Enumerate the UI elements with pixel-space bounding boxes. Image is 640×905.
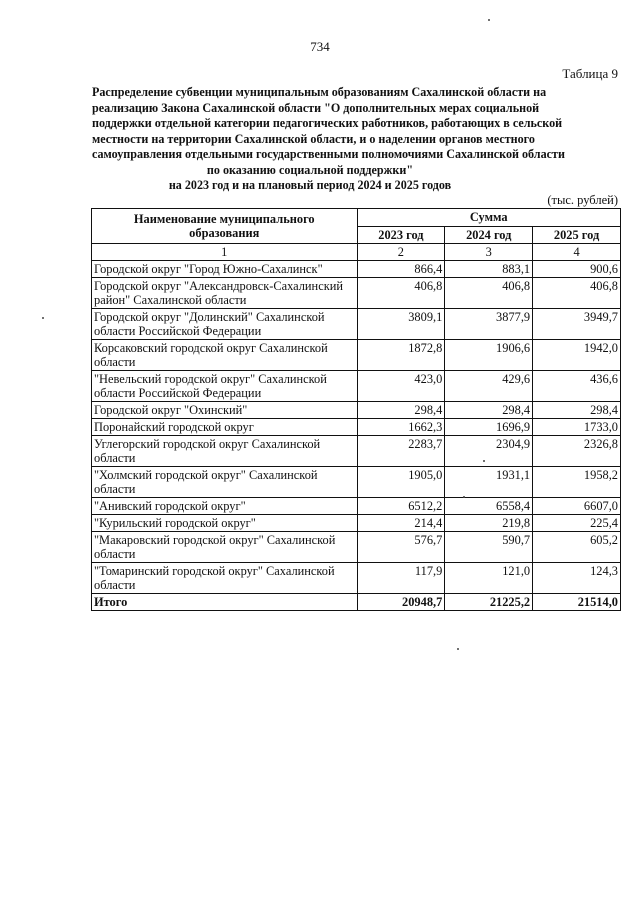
title-line: по оказанию социальной поддержки" [206,162,414,177]
column-index: 4 [533,244,621,261]
total-row [92,594,621,611]
amount-2025: 900,6 [533,261,621,278]
table-row [92,467,621,498]
scan-speck [483,460,485,462]
municipality-name: Углегорский городской округ Сахалинской области [92,436,358,467]
table-row [92,498,621,515]
title-line: местности на территории Сахалинской области, и о наделении органов местного [92,131,535,146]
table-row [92,563,621,594]
table-row [92,436,621,467]
table-row [92,340,621,371]
title-line: поддержки отдельной категории педагогических работников, работающих в сельской [92,116,563,130]
amount-2025: 1958,2 [533,467,621,498]
amount-2025: 2326,8 [533,436,621,467]
subvention-table [91,208,621,611]
amount-2024: 298,4 [445,402,533,419]
amount-2024: 219,8 [445,515,533,532]
municipality-name: "Анивский городской округ" [92,498,358,515]
amount-2024: 883,1 [445,261,533,278]
total-2023: 20948,7 [357,594,445,611]
amount-2024: 2304,9 [445,436,533,467]
amount-2024: 406,8 [445,278,533,309]
amount-2025: 1942,0 [533,340,621,371]
amount-2025: 406,8 [533,278,621,309]
amount-2023: 6512,2 [357,498,445,515]
amount-2024: 1696,9 [445,419,533,436]
units-note: (тыс. рублей) [547,193,618,207]
title-line: на 2023 год и на плановый период 2024 и 2025 годов [168,178,452,192]
municipality-name: Городской округ "Долинский" Сахалинской области Российской Федерации [92,309,358,340]
scan-speck [463,496,465,498]
document-title [92,85,565,194]
total-2025: 21514,0 [533,594,621,611]
amount-2023: 3809,1 [357,309,445,340]
amount-2024: 121,0 [445,563,533,594]
amount-2025: 436,6 [533,371,621,402]
table-row [92,515,621,532]
amount-2024: 3877,9 [445,309,533,340]
amount-2024: 429,6 [445,371,533,402]
amount-2025: 3949,7 [533,309,621,340]
table-row [92,371,621,402]
municipality-name: "Невельский городской округ" Сахалинской области Российской Федерации [92,371,358,402]
municipality-name: "Холмский городской округ" Сахалинской области [92,467,358,498]
municipality-name: Корсаковский городской округ Сахалинской области [92,340,358,371]
amount-2023: 1905,0 [357,467,445,498]
amount-2023: 576,7 [357,532,445,563]
column-index: 2 [357,244,445,261]
municipality-name: "Курильский городской округ" [92,515,358,532]
title-line: Распределение субвенции муниципальным образованиям Сахалинской области на [92,85,547,99]
header-amount: Сумма [357,209,621,227]
amount-2024: 590,7 [445,532,533,563]
amount-2023: 214,4 [357,515,445,532]
municipality-name: Городской округ "Охинский" [92,402,358,419]
amount-2024: 1906,6 [445,340,533,371]
municipality-name: Городской округ "Город Южно-Сахалинск" [92,261,358,278]
amount-2025: 1733,0 [533,419,621,436]
table-row [92,532,621,563]
amount-2023: 117,9 [357,563,445,594]
table-row [92,419,621,436]
amount-2025: 605,2 [533,532,621,563]
table-label: Таблица 9 [562,66,618,81]
amount-2024: 6558,4 [445,498,533,515]
header-year-2024: 2024 год [445,226,533,244]
amount-2025: 124,3 [533,563,621,594]
municipality-name: "Томаринский городской округ" Сахалинской области [92,563,358,594]
municipality-name: Городской округ "Александровск-Сахалинский район" Сахалинской области [92,278,358,309]
amount-2023: 1662,3 [357,419,445,436]
municipality-name: Поронайский городской округ [92,419,358,436]
title-line: самоуправления отдельными государственными полномочиями Сахалинской области [92,147,565,161]
scan-speck [488,19,490,21]
amount-2023: 406,8 [357,278,445,309]
amount-2023: 298,4 [357,402,445,419]
amount-2025: 225,4 [533,515,621,532]
header-year-2023: 2023 год [357,226,445,244]
amount-2025: 298,4 [533,402,621,419]
total-label: Итого [92,594,358,611]
amount-2023: 423,0 [357,371,445,402]
amount-2023: 866,4 [357,261,445,278]
table-row [92,278,621,309]
header-row [92,209,621,227]
amount-2023: 2283,7 [357,436,445,467]
column-index-row [92,244,621,261]
title-line: реализацию Закона Сахалинской области "О дополнительных мерах социальной [92,100,540,115]
header-year-2025: 2025 год [533,226,621,244]
scan-speck [457,648,459,650]
table-row [92,309,621,340]
column-index: 1 [92,244,358,261]
table-row [92,402,621,419]
column-index: 3 [445,244,533,261]
amount-2024: 1931,1 [445,467,533,498]
amount-2023: 1872,8 [357,340,445,371]
amount-2025: 6607,0 [533,498,621,515]
municipality-name: "Макаровский городской округ" Сахалинской области [92,532,358,563]
total-2024: 21225,2 [445,594,533,611]
header-name: Наименование муниципального образования [92,209,358,244]
table-row [92,261,621,278]
scan-speck [42,317,44,319]
page-number: 734 [310,39,330,54]
